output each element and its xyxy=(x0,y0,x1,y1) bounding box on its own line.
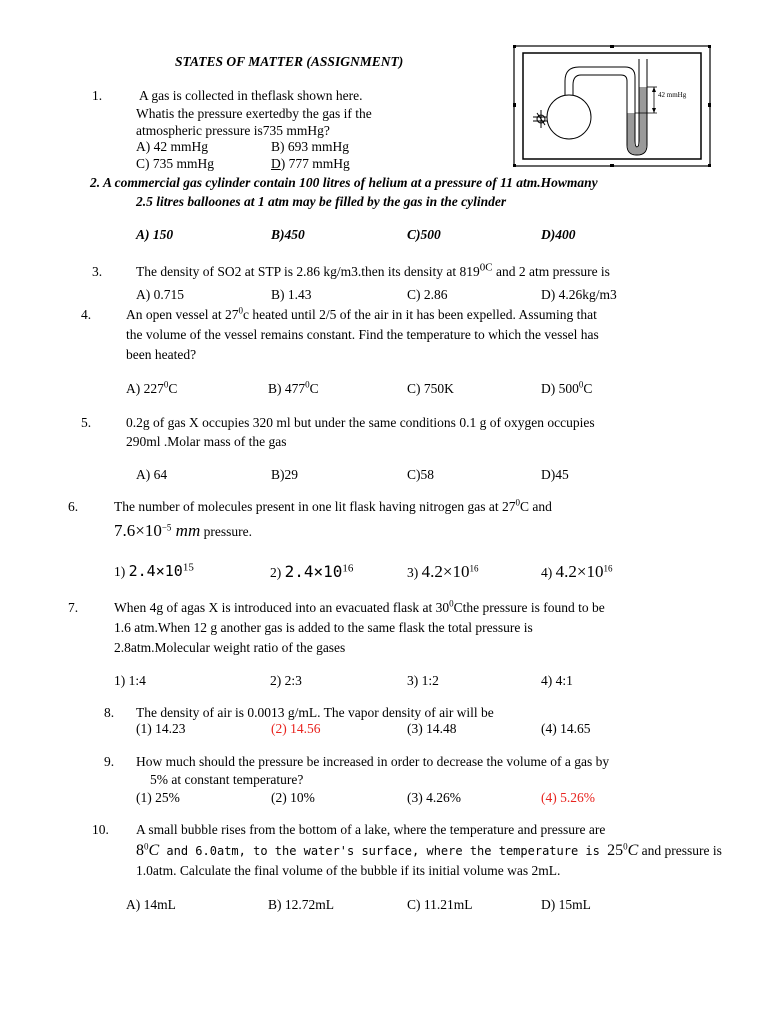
q10-t2: 25 xyxy=(607,842,624,859)
q4-d-sup: 0 xyxy=(578,379,584,390)
q5-text-line2: 290ml .Molar mass of the gas xyxy=(126,434,287,449)
q4-option-d xyxy=(541,381,592,397)
q6-o4-base: 4.2×10 xyxy=(555,562,604,581)
q7-text-line2: 1.6 atm.When 12 g another gas is added to the same flask the total pressure is xyxy=(114,620,533,635)
q1-number: 1. xyxy=(92,88,103,103)
q7-option-d: 4) 4:1 xyxy=(541,673,573,688)
q3-option-c: C) 2.86 xyxy=(407,287,448,302)
q10-option-a: A) 14mL xyxy=(126,897,176,912)
q6-o1-base: 2.4×10 xyxy=(128,562,183,580)
q7-text-line1 xyxy=(114,600,605,616)
q4-a-sup: 0 xyxy=(163,379,169,390)
q10-text-line3: 1.0atm. Calculate the final volume of the bubble if its initial volume was 2mL. xyxy=(136,863,561,878)
q1-option-c: C) 735 mmHg xyxy=(136,156,215,171)
q5-option-b: B)29 xyxy=(271,467,298,482)
page-title: STATES OF MATTER (ASSIGNMENT) xyxy=(175,54,404,69)
q9-option-a: (1) 25% xyxy=(136,790,180,805)
q6-o2-base: 2.4×10 xyxy=(284,562,343,581)
q3-text-post: and 2 atm pressure is xyxy=(492,264,610,279)
q6-l1-sup: 0 xyxy=(515,497,521,508)
q4-l1-pre: An open vessel at 27 xyxy=(126,307,239,322)
q6-o2-sup: 16 xyxy=(342,562,354,575)
q6-option-1 xyxy=(114,562,194,580)
q1-option-a: A) 42 mmHg xyxy=(136,139,208,154)
q2-text-line2: 2.5 litres balloones at 1 atm may be filled by the gas in the cylinder xyxy=(136,194,507,209)
q4-option-b xyxy=(268,381,319,397)
q5-option-a: A) 64 xyxy=(136,467,168,482)
q3-number: 3. xyxy=(92,264,103,279)
q7-option-a: 1) 1:4 xyxy=(114,673,146,688)
q10-option-d: D) 15mL xyxy=(541,897,591,912)
q9-text-line1: How much should the pressure be increased in order to decrease the volume of a gas by xyxy=(136,754,610,769)
q6-o1-sup: 15 xyxy=(182,561,194,574)
q1-option-b: B) 693 mmHg xyxy=(271,139,350,154)
q6-option-2 xyxy=(270,562,353,581)
q4-l1-sup: 0 xyxy=(238,305,243,316)
q6-option-4 xyxy=(541,562,612,582)
q4-b-post: C xyxy=(309,381,319,396)
q9-option-b: (2) 10% xyxy=(271,790,315,805)
q6-o3-base: 4.2×10 xyxy=(421,562,470,581)
q5-option-c: C)58 xyxy=(407,467,434,482)
q7-l1-sup: 0 xyxy=(449,598,454,609)
q2-option-c: C)500 xyxy=(407,227,441,242)
q8-number: 8. xyxy=(104,705,115,720)
q8-option-b: (2) 14.56 xyxy=(271,721,321,736)
q10-option-b: B) 12.72mL xyxy=(268,897,334,912)
q3-text xyxy=(136,261,610,280)
q4-d-pre: D) 500 xyxy=(541,381,579,396)
q6-l1-pre: The number of molecules present in one lit flask having nitrogen gas at 27 xyxy=(114,499,516,514)
q6-o4-num: 4) xyxy=(541,565,556,580)
q1-text-line3: atmospheric pressure is735 mmHg? xyxy=(136,123,330,138)
q2-option-d: D)400 xyxy=(541,227,576,242)
manometer-label: 42 mmHg xyxy=(658,91,687,99)
q9-number: 9. xyxy=(104,754,115,769)
q10-number: 10. xyxy=(92,822,109,837)
q9-option-d: (4) 5.26% xyxy=(541,790,595,805)
q4-option-a xyxy=(126,381,177,397)
q6-l2-post: pressure. xyxy=(200,524,252,539)
q4-text-line1 xyxy=(126,307,597,323)
q5-text-line1: 0.2g of gas X occupies 320 ml but under the same conditions 0.1 g of oxygen occupies xyxy=(126,415,595,430)
q1-text-line2: Whatis the pressure exertedby the gas if the xyxy=(136,106,372,121)
q4-d-post: C xyxy=(583,381,593,396)
q4-number: 4. xyxy=(81,307,92,322)
q1-text-line1: A gas is collected in theflask shown here. xyxy=(139,88,363,103)
q10-l2-post: and pressure is xyxy=(638,843,722,858)
q6-l1-post: C and xyxy=(520,499,552,514)
q7-option-b: 2) 2:3 xyxy=(270,673,302,688)
q7-number: 7. xyxy=(68,600,79,615)
q8-option-d: (4) 14.65 xyxy=(541,721,591,736)
q6-o1-num: 1) xyxy=(114,564,129,579)
q8-text: The density of air is 0.0013 g/mL. The vapor density of air will be xyxy=(136,705,494,720)
manometer-flask-figure xyxy=(513,45,711,167)
q6-o4-sup: 16 xyxy=(603,563,613,574)
q6-l2-unit: mm xyxy=(171,521,201,540)
q4-a-post: C xyxy=(168,381,178,396)
q5-option-d: D)45 xyxy=(541,467,569,482)
q6-o3-num: 3) xyxy=(407,565,422,580)
q1-option-d-rest: ) 777 mmHg xyxy=(280,156,350,171)
q3-text-pre: The density of SO2 at STP is 2.86 kg/m3.then its density at 819 xyxy=(136,264,480,279)
q7-l1-pre: When 4g of agas X is introduced into an evacuated flask at 30 xyxy=(114,600,450,615)
q6-l2-base: 7.6×10 xyxy=(114,521,162,540)
q10-t1: 8 xyxy=(136,842,144,859)
q6-l2-sup: −5 xyxy=(161,522,172,533)
q4-a-pre: A) 227 xyxy=(126,381,164,396)
q7-text-line3: 2.8atm.Molecular weight ratio of the gases xyxy=(114,640,346,655)
q3-option-b: B) 1.43 xyxy=(271,287,312,302)
q6-number: 6. xyxy=(68,499,79,514)
q4-b-pre: B) 477 xyxy=(268,381,306,396)
q10-l2-mid: and 6.0atm, to the water's surface, where the temperature is xyxy=(159,844,608,858)
q6-o3-sup: 16 xyxy=(469,563,479,574)
q1-option-d xyxy=(271,156,350,172)
q1-option-d-prefix: D xyxy=(271,156,281,171)
q4-option-c: C) 750K xyxy=(407,381,454,396)
q3-option-d: D) 4.26kg/m3 xyxy=(541,287,617,302)
q10-t1-unit: C xyxy=(148,842,160,859)
q6-text-line2 xyxy=(114,521,252,541)
q10-t1-sup: 0 xyxy=(144,841,149,852)
q6-text-line1 xyxy=(114,499,552,515)
q9-text-line2: 5% at constant temperature? xyxy=(150,772,304,787)
q4-text-line3: been heated? xyxy=(126,347,197,362)
q8-option-a: (1) 14.23 xyxy=(136,721,186,736)
q6-option-3 xyxy=(407,562,478,582)
q10-option-c: C) 11.21mL xyxy=(407,897,473,912)
q7-l1-post: Cthe pressure is found to be xyxy=(453,600,605,615)
q8-option-c: (3) 14.48 xyxy=(407,721,457,736)
q4-text-line2: the volume of the vessel remains constant. Find the temperature to which the vessel has xyxy=(126,327,599,342)
q2-option-a: A) 150 xyxy=(136,227,174,242)
q7-option-c: 3) 1:2 xyxy=(407,673,439,688)
q2-option-b: B)450 xyxy=(271,227,305,242)
q3-option-a: A) 0.715 xyxy=(136,287,184,302)
q10-t2-sup: 0 xyxy=(623,841,628,852)
q5-number: 5. xyxy=(81,415,92,430)
q6-o2-num: 2) xyxy=(270,565,285,580)
q4-l1-post: c heated until 2/5 of the air in it has been expelled. Assuming that xyxy=(242,307,597,322)
q10-text-line1: A small bubble rises from the bottom of a lake, where the temperature and pressure are xyxy=(136,822,606,837)
q10-text-line2 xyxy=(136,842,722,860)
q3-text-sup: 0C xyxy=(479,261,493,274)
q4-b-sup: 0 xyxy=(305,379,310,390)
q10-t2-unit: C xyxy=(627,842,639,859)
q9-option-c: (3) 4.26% xyxy=(407,790,461,805)
q2-text-line1: 2. A commercial gas cylinder contain 100 litres of helium at a pressure of 11 atm.Howmany xyxy=(90,175,598,190)
